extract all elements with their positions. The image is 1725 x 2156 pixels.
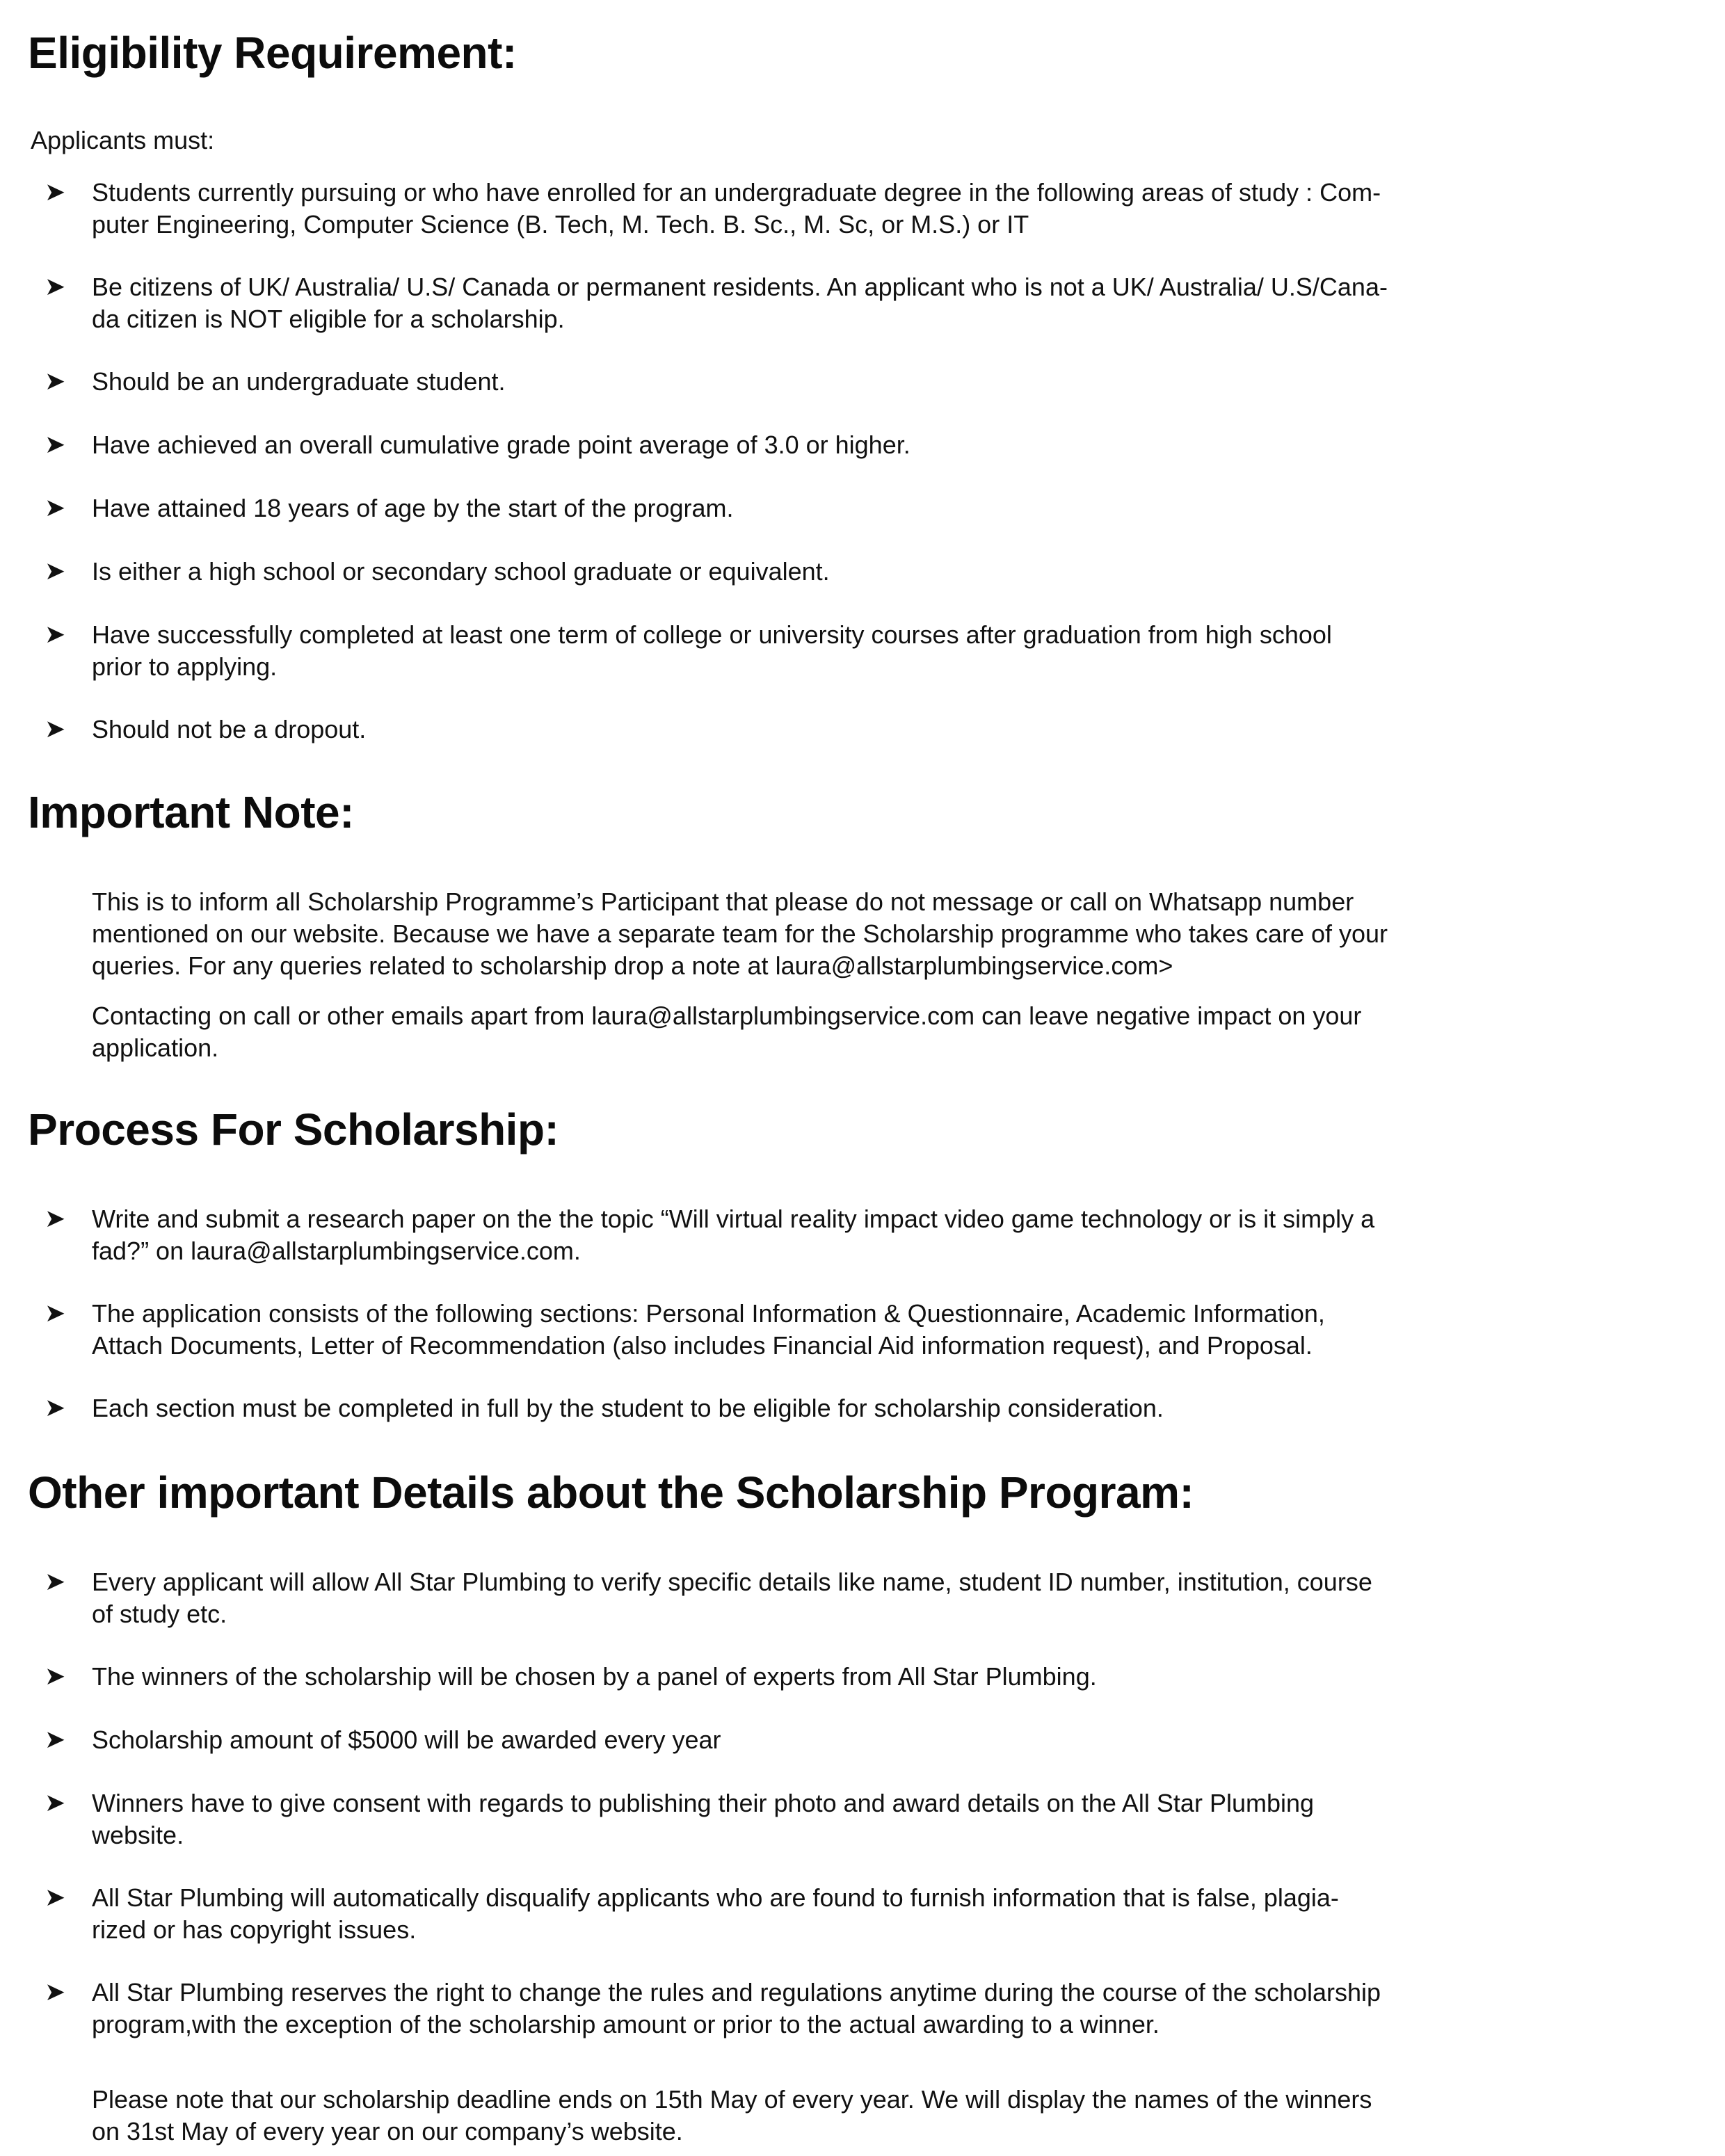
arrowhead-bullet-icon: ➤ [45,178,66,207]
eligibility-item-text: Should be an undergraduate student. [92,367,506,396]
arrowhead-bullet-icon: ➤ [45,1568,66,1596]
arrowhead-bullet-icon: ➤ [45,273,66,301]
important-note-paragraph: Contacting on call or other emails apart from laura@allstarplumbingservice.com can leave negative impact on your application. [92,1001,1362,1062]
eligibility-intro: Applicants must: [31,126,215,154]
eligibility-item-text: Students currently pursuing or who have enrolled for an undergraduate degree in the following areas of study : Com- puter Engineering, Computer Science (B. Tech, M. Tech. B. Sc., M. Sc, or M.S.) or IT [92,178,1381,239]
arrowhead-bullet-icon: ➤ [45,367,66,396]
arrowhead-bullet-icon: ➤ [45,1299,66,1328]
arrowhead-bullet-icon: ➤ [45,620,66,649]
eligibility-item-text: Is either a high school or secondary school graduate or equivalent. [92,557,830,586]
process-heading: Process For Scholarship: [28,1104,559,1155]
eligibility-heading: Eligibility Requirement: [28,28,517,78]
other-details-item-text: Every applicant will allow All Star Plumbing to verify specific details like name, student ID number, institution, course of study etc. [92,1568,1372,1628]
arrowhead-bullet-icon: ➤ [45,715,66,743]
other-details-item-text: All Star Plumbing reserves the right to change the rules and regulations anytime during the course of the scholarship program,with the exception of the scholarship amount or prior to the actual awarding to a winner. [92,1978,1381,2038]
other-details-item-text: All Star Plumbing will automatically disqualify applicants who are found to furnish information that is false, plagia- rized or has copyright issues. [92,1883,1339,1944]
arrowhead-bullet-icon: ➤ [45,1394,66,1422]
deadline-note: Please note that our scholarship deadline ends on 15th May of every year. We will display the names of the winners on 31st May of every year on our company’s website. [92,2085,1372,2146]
process-item-text: Write and submit a research paper on the the topic “Will virtual reality impact video game technology or is it simply a fad?” on laura@allstarplumbingservice.com. [92,1205,1375,1265]
eligibility-item-text: Be citizens of UK/ Australia/ U.S/ Canada or permanent residents. An applicant who is not a UK/ Australia/ U.S/Cana- da citizen is NOT eligible for a scholarship. [92,273,1388,333]
eligibility-item-text: Have achieved an overall cumulative grade point average of 3.0 or higher. [92,431,910,459]
arrowhead-bullet-icon: ➤ [45,557,66,586]
arrowhead-bullet-icon: ➤ [45,1205,66,1233]
arrowhead-bullet-icon: ➤ [45,1725,66,1754]
eligibility-item-text: Have attained 18 years of age by the start of the program. [92,494,734,522]
important-note-paragraph: This is to inform all Scholarship Programme’s Participant that please do not message or call on Whatsapp number mentioned on our website. Because we have a separate team for the Scholarship programme who takes care of your queries. For any queries related to scholarship drop a note at laura@allstarplumbingservice.com> [92,887,1388,980]
arrowhead-bullet-icon: ➤ [45,494,66,522]
eligibility-item-text: Should not be a dropout. [92,715,367,743]
important-note-heading: Important Note: [28,787,354,837]
other-details-item-text: The winners of the scholarship will be chosen by a panel of experts from All Star Plumbing. [92,1662,1097,1691]
arrowhead-bullet-icon: ➤ [45,431,66,459]
other-details-item-text: Winners have to give consent with regards to publishing their photo and award details on the All Star Plumbing website. [92,1789,1315,1849]
eligibility-item-text: Have successfully completed at least one term of college or university courses after graduation from high school prior to applying. [92,620,1332,681]
other-details-item-text: Scholarship amount of $5000 will be awarded every year [92,1725,721,1754]
arrowhead-bullet-icon: ➤ [45,1789,66,1817]
other-details-heading: Other important Details about the Scholarship Program: [28,1467,1194,1518]
arrowhead-bullet-icon: ➤ [45,1978,66,2006]
arrowhead-bullet-icon: ➤ [45,1662,66,1691]
process-item-text: Each section must be completed in full by the student to be eligible for scholarship consideration. [92,1394,1164,1422]
arrowhead-bullet-icon: ➤ [45,1883,66,1912]
process-item-text: The application consists of the following sections: Personal Information & Questionnaire, Academic Information, Attach Documents, Letter of Recommendation (also includes Financial Aid information request), and Proposal. [92,1299,1325,1360]
